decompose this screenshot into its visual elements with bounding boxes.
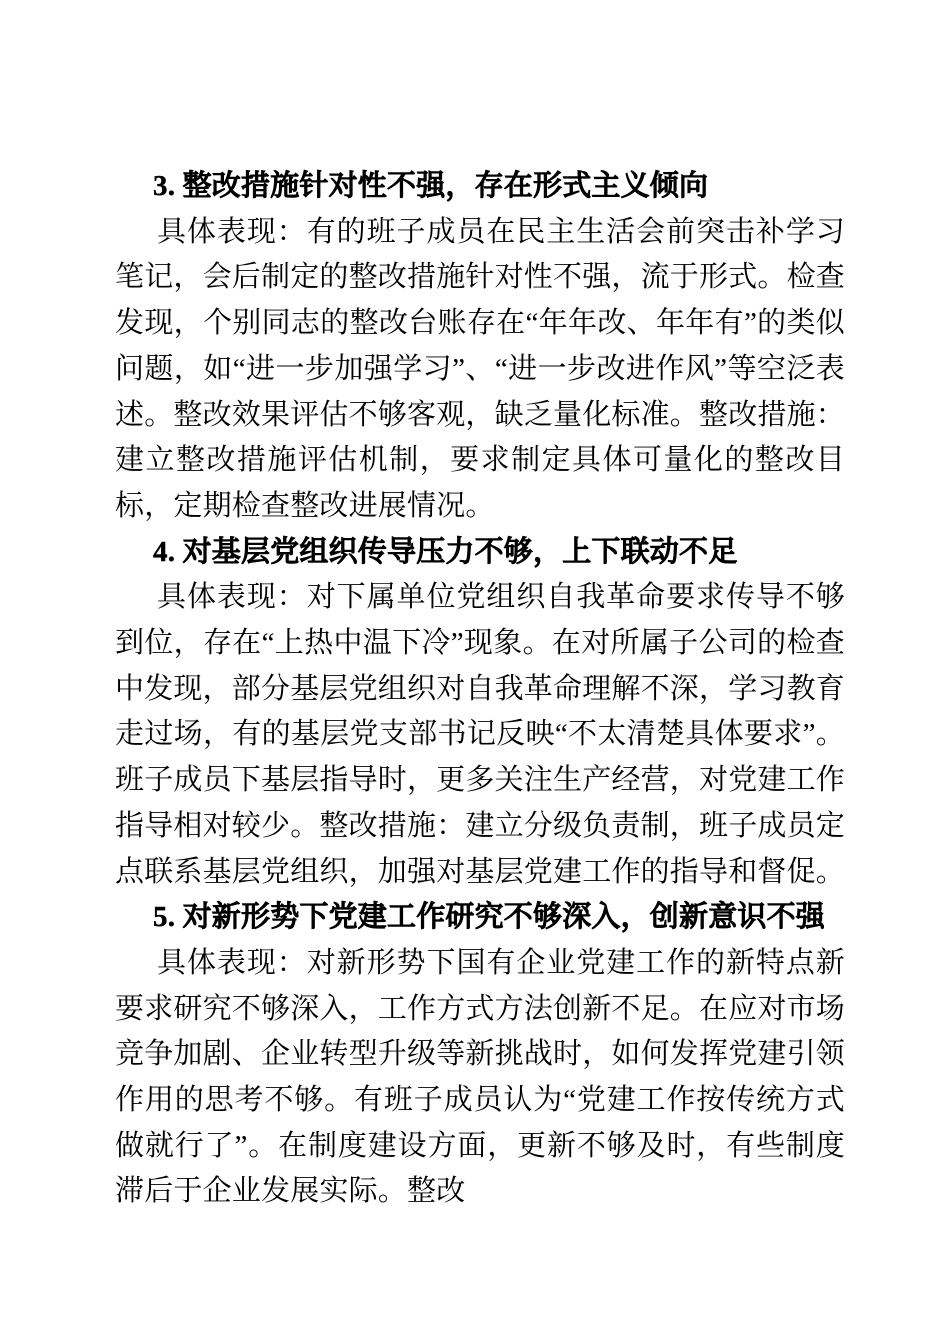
section-4-paragraph: 具体表现：对下属单位党组织自我革命要求传导不够到位，存在“上热中温下冷”现象。在对所属子公司的检查中发现，部分基层党组织对自我革命理解不深，学习教育走过场，有的基层党支部书记反映“不太清楚具体要求”。班子成员下基层指导时，更多关注生产经营，对党建工作指导相对较少。整改措施：建立分级负责制，班子成员定点联系基层党组织，加强对基层党建工作的指导和督促。 xyxy=(115,581,846,888)
section-5-heading: 5. 对新形势下党建工作研究不够深入，创新意识不强 xyxy=(153,901,826,934)
section-5-paragraph: 具体表现：对新形势下国有企业党建工作的新特点新要求研究不够深入，工作方式方法创新不足。在应对市场竞争加剧、企业转型升级等新挑战时，如何发挥党建引领作用的思考不够。有班子成员认为“党建工作按传统方式做就行了”。在制度建设方面，更新不够及时，有些制度滞后于企业发展实际。整改 xyxy=(115,946,846,1208)
section-3-heading: 3. 整改措施针对性不强，存在形式主义倾向 xyxy=(153,170,709,202)
section-4-heading: 4. 对基层党组织传导压力不够，上下联动不足 xyxy=(153,535,738,568)
section-3-paragraph: 具体表现：有的班子成员在民主生活会前突击补学习笔记，会后制定的整改措施针对性不强，流于形式。检查发现，个别同志的整改台账存在“年年改、年年有”的类似问题，如“进一步加强学习”、“进一步改进作风”等空泛表述。整改效果评估不够客观，缺乏量化标准。整改措施：建立整改措施评估机制，要求制定具体可量化的整改目标，定期检查整改进展情况。 xyxy=(115,215,846,522)
document-content xyxy=(115,164,845,1215)
